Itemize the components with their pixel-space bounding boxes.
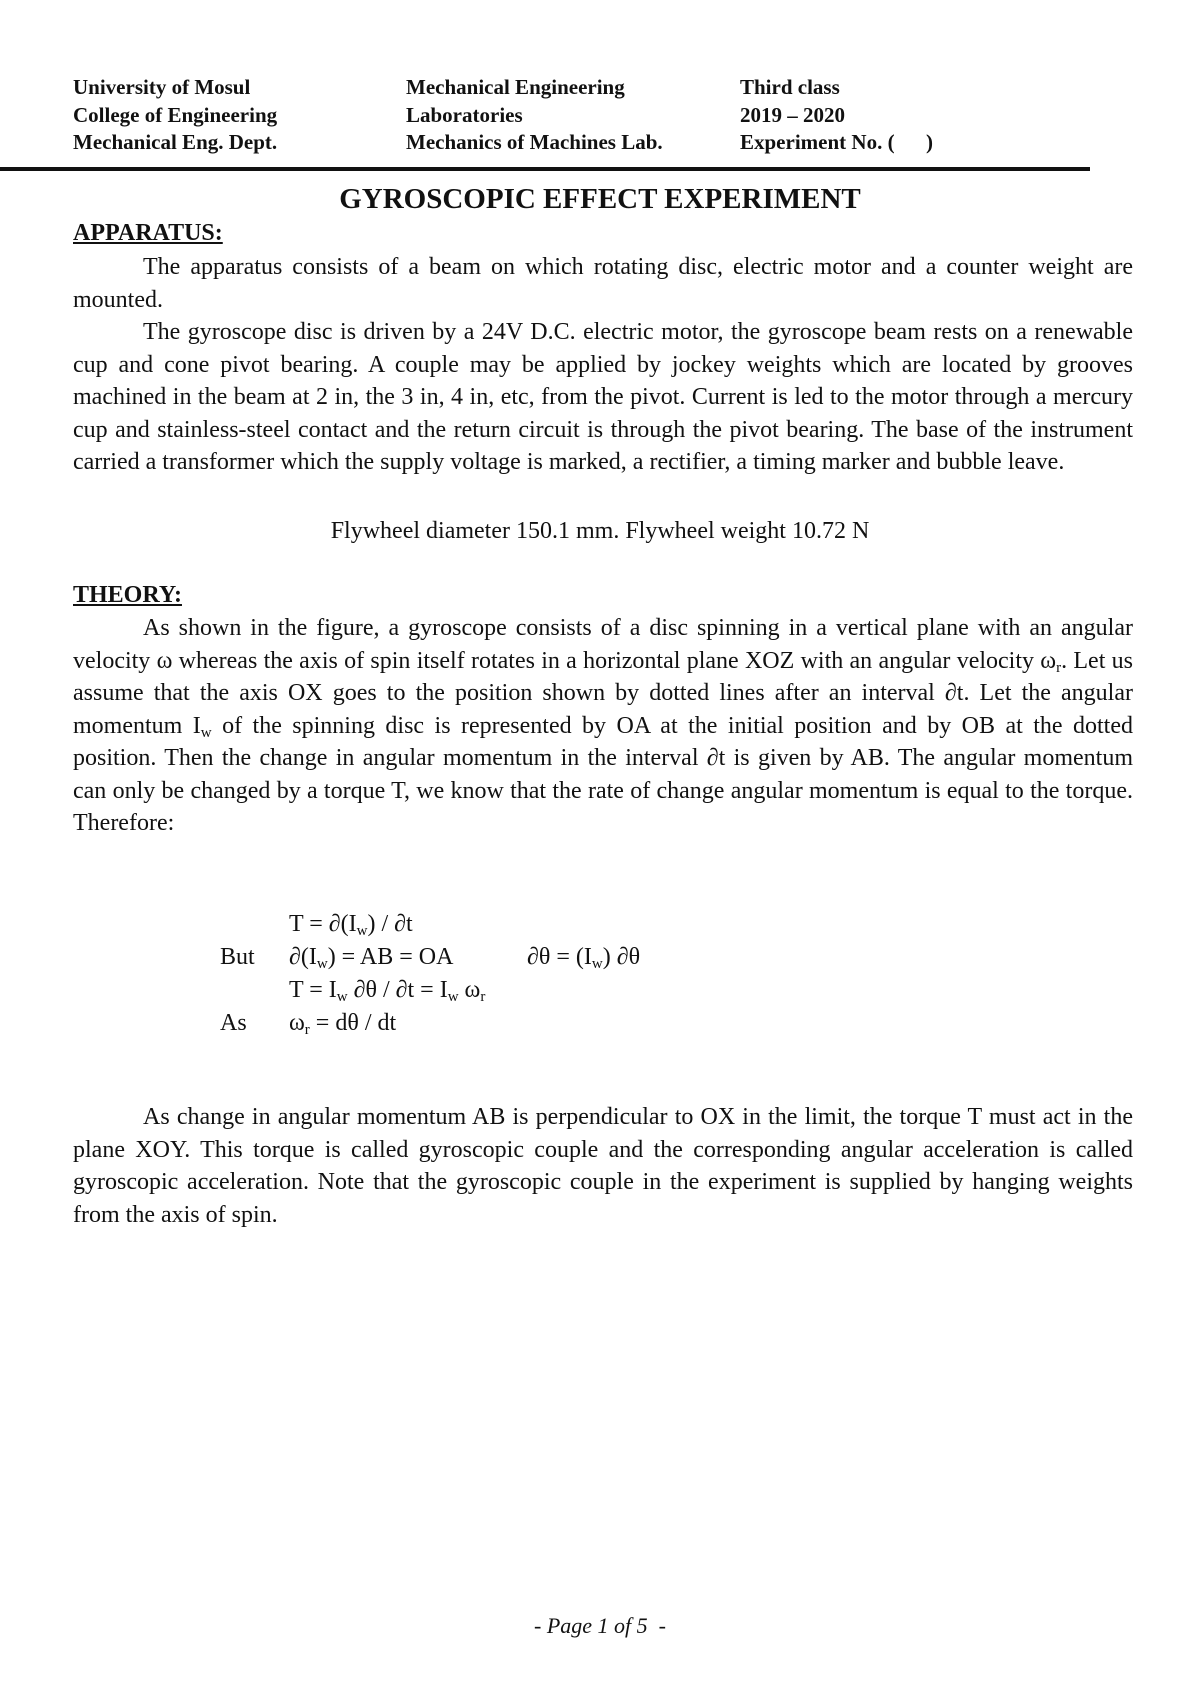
header-course-column: [740, 74, 933, 157]
header-laboratories: Laboratories: [406, 102, 523, 127]
equation-gyroscopic-torque: $T = I_w$ $\partial\theta / \partial t = I_w$ $\omega_r$: [289, 977, 486, 1005]
header-divider: [0, 167, 1090, 171]
equation-as-label: As: [220, 1010, 247, 1036]
header-college: College of Engineering: [73, 102, 278, 127]
equation-momentum-change: $\partial(I_w)$ = AB = OA: [289, 944, 454, 972]
header-lab-name: Mechanics of Machines Lab.: [406, 130, 663, 154]
theory-paragraph-2: As change in angular momentum AB is perpendicular to OX in the limit, the torque T must act in the plane XOY. This torque is called gyroscopic couple and the corresponding angular acceleration is called gyroscopic acceleration. Note that the gyroscopic couple in the experiment is supplied by hanging weights from the axis of spin.: [73, 1104, 1133, 1228]
header-discipline: Mechanical Engineering: [406, 75, 625, 99]
page-number-footer: - Page 1 of 5 -: [534, 1613, 666, 1638]
header-lab-column: [406, 74, 663, 157]
apparatus-paragraph-2: The gyroscope disc is driven by a 24V D.C. electric motor, the gyroscope beam rests on a renewable cup and cone pivot bearing. A couple may be applied by jockey weights which are located by grooves machined in the beam at 2 in, the 3 in, 4 in, etc, from the pivot. Current is led to the motor through a mercury cup and stainless-steel contact and the return circuit is through the pivot bearing. The base of the instrument carried a transformer which the supply voltage is marked, a rectifier, a timing marker and bubble leave.: [73, 319, 1133, 475]
apparatus-paragraph-1: The apparatus consists of a beam on which rotating disc, electric motor and a counter weight are mounted.: [73, 254, 1133, 313]
document-title: GYROSCOPIC EFFECT EXPERIMENT: [339, 183, 861, 215]
header-university: University of Mosul: [73, 75, 251, 99]
equation-torque-definition: $T = \partial(I_w) / \partial t$: [289, 911, 413, 939]
header-institution-column: [73, 74, 277, 157]
header-class: Third class: [740, 75, 840, 99]
equation-precession-velocity: $\omega_r = d\theta$ / dt: [289, 1010, 397, 1038]
header-year: 2019 – 2020: [740, 102, 845, 127]
header-department: Mechanical Eng. Dept.: [73, 130, 278, 154]
header-experiment-number: Experiment No. ( ): [740, 130, 934, 154]
equation-but-label: But: [220, 944, 255, 970]
theory-paragraph-1: As shown in the figure, a gyroscope consists of a disc spinning in a vertical plane with an angular velocity ω whereas the axis of spin itself rotates in a horizontal plane XOZ with an angular velocity $\omega_r$. Let us assume that the axis OX goes to the position shown by dotted lines after an interval ∂t. Let the angular momentum $I_w$ of the spinning disc is represented by OA at the initial position and by OB at the dotted position. Then the change in angular momentum in the interval ∂t is given by AB. The angular momentum can only be changed by a torque T, we know that the rate of change angular momentum is equal to the torque. Therefore:: [73, 615, 1133, 836]
apparatus-heading: APPARATUS:: [73, 220, 223, 246]
flywheel-specs: Flywheel diameter 150.1 mm. Flywheel weight 10.72 N: [330, 518, 870, 544]
equation-angle-relation: $\partial\theta = (I_w)$ ∂θ: [527, 944, 641, 972]
theory-heading: THEORY:: [73, 582, 182, 608]
